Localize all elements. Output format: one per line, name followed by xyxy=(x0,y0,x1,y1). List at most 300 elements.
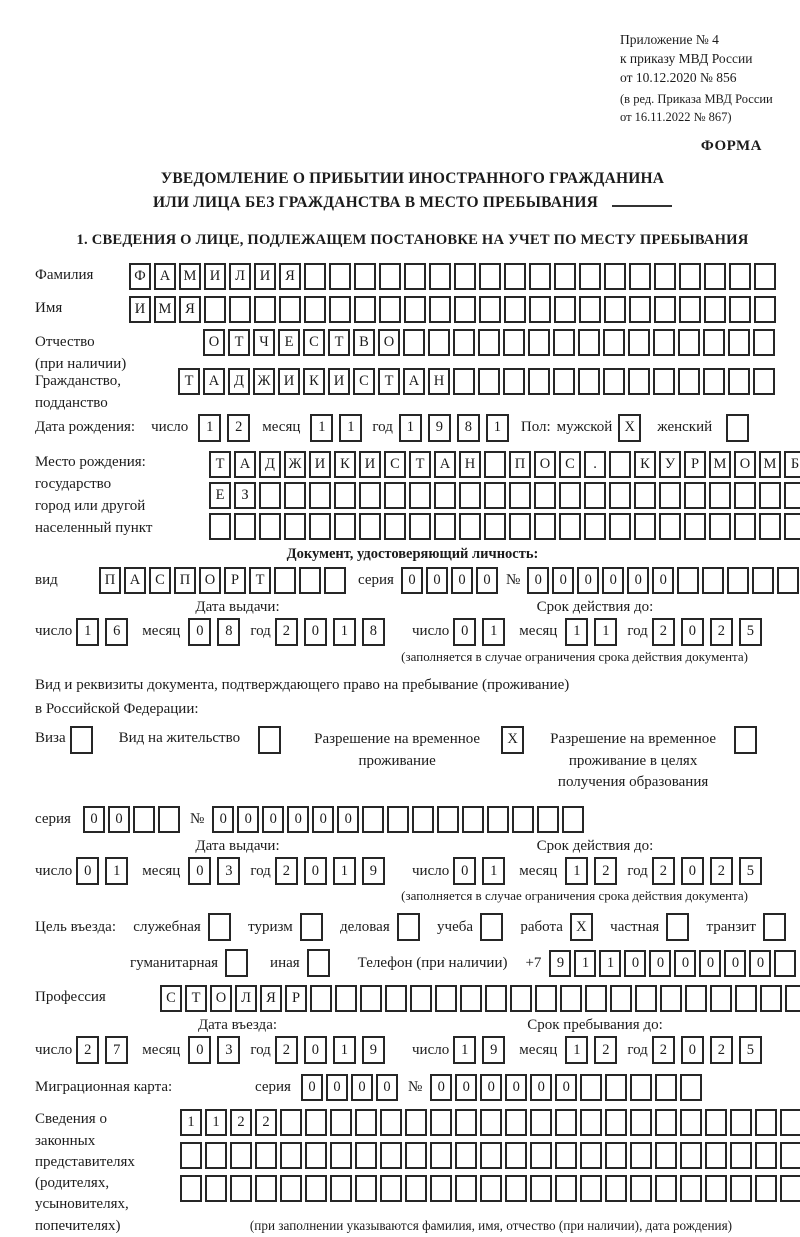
char-cell xyxy=(479,263,501,290)
char-cell xyxy=(484,451,506,478)
char-cell xyxy=(505,1109,527,1136)
char-cell xyxy=(509,482,531,509)
char-cell: 2 xyxy=(76,1036,99,1064)
entry-date-label: Дата въезда: xyxy=(197,1017,278,1034)
char-cell: С xyxy=(160,985,182,1012)
char-cell: 0 xyxy=(577,567,599,594)
permit-issue-group xyxy=(35,857,400,885)
char-cell: 9 xyxy=(549,950,571,977)
char-cell: 1 xyxy=(399,414,422,442)
char-cell: К xyxy=(334,451,356,478)
permit-dates-row xyxy=(35,857,790,885)
birthplace-label xyxy=(35,451,209,539)
purpose-other-label: иная xyxy=(270,954,300,971)
char-cell xyxy=(630,1142,652,1169)
title-underline xyxy=(612,191,672,207)
char-cell xyxy=(355,1175,377,1202)
char-cell: И xyxy=(254,263,276,290)
char-cell: О xyxy=(199,567,221,594)
char-cell: 5 xyxy=(739,1036,762,1064)
char-cell xyxy=(462,806,484,833)
char-cell: Ф xyxy=(129,263,151,290)
char-cell: 2 xyxy=(594,857,617,885)
char-cell: А xyxy=(124,567,146,594)
residence-doc-line1: Вид и реквизиты документа, подтверждающего право на пребывание (проживание) xyxy=(35,676,570,693)
char-cell: 1 xyxy=(565,1036,588,1064)
char-cell xyxy=(580,1142,602,1169)
char-cell xyxy=(434,482,456,509)
char-cell xyxy=(330,1142,352,1169)
char-cell: П xyxy=(509,451,531,478)
char-cell: 8 xyxy=(457,414,480,442)
mig-series-cells xyxy=(301,1074,398,1101)
char-cell xyxy=(460,985,482,1012)
char-cell xyxy=(684,482,706,509)
year-label: год xyxy=(627,862,648,879)
char-cell: 1 xyxy=(205,1109,227,1136)
char-cell xyxy=(579,296,601,323)
char-cell: М xyxy=(179,263,201,290)
char-cell xyxy=(230,1175,252,1202)
char-cell: 0 xyxy=(674,950,696,977)
entry-dates-head xyxy=(35,1017,790,1034)
char-cell xyxy=(359,482,381,509)
char-cell: Н xyxy=(428,368,450,395)
day-label: число xyxy=(412,1041,450,1058)
char-cell xyxy=(705,1175,727,1202)
stay-day-cells xyxy=(453,1036,505,1064)
doc-valid-year-cells xyxy=(652,618,762,646)
legal-rep-label-line1: Сведения о xyxy=(35,1111,107,1128)
char-cell xyxy=(479,296,501,323)
char-cell xyxy=(305,1142,327,1169)
char-cell: 0 xyxy=(76,857,99,885)
legal-rep-row xyxy=(35,1109,790,1237)
char-cell xyxy=(630,1175,652,1202)
char-cell xyxy=(403,329,425,356)
char-cell xyxy=(412,806,434,833)
birthplace-label-line4: населенный пункт xyxy=(35,520,153,537)
char-cell: Ч xyxy=(253,329,275,356)
char-cell xyxy=(629,263,651,290)
char-cell: 0 xyxy=(301,1074,323,1101)
annex-line-3: от 10.12.2020 № 856 xyxy=(620,70,737,86)
doc-number-label: № xyxy=(505,571,521,588)
char-cell xyxy=(578,329,600,356)
temp-permit-edu-label-line3: получения образования xyxy=(557,774,709,791)
char-cell: 0 xyxy=(401,567,423,594)
char-cell: 2 xyxy=(275,857,298,885)
char-cell xyxy=(609,451,631,478)
citizenship-cells xyxy=(178,368,775,395)
char-cell xyxy=(180,1175,202,1202)
day-label: число xyxy=(412,862,450,879)
title-line-1: УВЕДОМЛЕНИЕ О ПРИБЫТИИ ИНОСТРАННОГО ГРАЖДАНИНА xyxy=(160,170,665,188)
char-cell: Т xyxy=(185,985,207,1012)
char-cell xyxy=(429,296,451,323)
doc-valid-group xyxy=(412,618,762,646)
legal-rep-cellstack xyxy=(180,1109,800,1234)
char-cell: 0 xyxy=(188,1036,211,1064)
citizenship-label-line2: подданство xyxy=(35,394,108,411)
page-title xyxy=(35,167,790,214)
char-cell xyxy=(660,985,682,1012)
day-label: число xyxy=(35,862,73,879)
char-cell: 0 xyxy=(426,567,448,594)
char-cell: Д xyxy=(259,451,281,478)
stay-until-label: Срок пребывания до: xyxy=(527,1017,663,1034)
char-cell: 2 xyxy=(230,1109,252,1136)
char-cell xyxy=(735,985,757,1012)
char-cell xyxy=(584,482,606,509)
char-cell xyxy=(280,1175,302,1202)
char-cell: А xyxy=(154,263,176,290)
char-cell xyxy=(360,985,382,1012)
char-cell xyxy=(180,1142,202,1169)
char-cell xyxy=(205,1142,227,1169)
char-cell xyxy=(453,368,475,395)
char-cell: 0 xyxy=(326,1074,348,1101)
char-cell: 0 xyxy=(530,1074,552,1101)
char-cell: 0 xyxy=(453,857,476,885)
char-cell xyxy=(528,329,550,356)
doc-kind-row xyxy=(35,567,790,594)
permit-number-cells xyxy=(212,806,584,833)
char-cell xyxy=(709,513,731,540)
surname-label: Фамилия xyxy=(35,266,94,283)
temp-permit-edu-label xyxy=(540,726,726,794)
permit-valid-year-cells xyxy=(652,857,762,885)
mig-number-label: № xyxy=(407,1079,423,1096)
char-cell: К xyxy=(634,451,656,478)
char-cell: 0 xyxy=(552,567,574,594)
char-cell xyxy=(559,513,581,540)
char-cell xyxy=(528,368,550,395)
char-cell: 0 xyxy=(453,618,476,646)
char-cell: 1 xyxy=(105,857,128,885)
year-label: год xyxy=(250,623,271,640)
char-cell: П xyxy=(174,567,196,594)
doc-series-cells xyxy=(401,567,498,594)
purpose-study-label: учеба xyxy=(437,918,474,935)
temp-permit-edu-label-line1: Разрешение на временное xyxy=(550,730,717,747)
char-cell: 0 xyxy=(649,950,671,977)
permit-valid-group xyxy=(412,857,762,885)
char-cell xyxy=(709,482,731,509)
permit-valid-month-cells xyxy=(565,857,617,885)
char-cell xyxy=(505,1142,527,1169)
char-cell xyxy=(380,1142,402,1169)
char-cell xyxy=(759,482,781,509)
char-cell xyxy=(454,263,476,290)
char-cell xyxy=(404,263,426,290)
char-cell xyxy=(760,985,782,1012)
char-cell xyxy=(680,1142,702,1169)
char-cell xyxy=(280,1142,302,1169)
char-cell xyxy=(255,1142,277,1169)
purpose-tourism-label: туризм xyxy=(248,918,293,935)
temp-permit-label xyxy=(303,726,491,773)
char-cell: 1 xyxy=(565,857,588,885)
char-cell: 0 xyxy=(681,618,704,646)
char-cell xyxy=(628,329,650,356)
char-cell: 5 xyxy=(739,857,762,885)
purpose-tourism-checkbox xyxy=(300,913,323,941)
char-cell xyxy=(478,368,500,395)
title-line-2 xyxy=(35,191,790,214)
char-cell xyxy=(259,513,281,540)
char-cell xyxy=(654,263,676,290)
char-cell: К xyxy=(303,368,325,395)
char-cell xyxy=(534,513,556,540)
char-cell xyxy=(453,329,475,356)
char-cell xyxy=(630,1109,652,1136)
char-cell: А xyxy=(434,451,456,478)
char-cell xyxy=(753,329,775,356)
char-cell xyxy=(430,1142,452,1169)
char-cell xyxy=(279,296,301,323)
char-cell xyxy=(510,985,532,1012)
permit-dates-head xyxy=(35,838,790,855)
residence-type-row xyxy=(35,726,790,794)
char-cell xyxy=(305,1175,327,1202)
char-cell xyxy=(485,985,507,1012)
char-cell xyxy=(503,329,525,356)
permit-valid-until-label: Срок действия до: xyxy=(536,838,654,855)
permit-valid-day-cells xyxy=(453,857,505,885)
char-cell: 0 xyxy=(555,1074,577,1101)
char-cell: И xyxy=(309,451,331,478)
char-cell xyxy=(729,296,751,323)
char-cell xyxy=(478,329,500,356)
char-cell: И xyxy=(328,368,350,395)
char-cell xyxy=(603,368,625,395)
char-cell: С xyxy=(559,451,581,478)
birth-year-cells xyxy=(399,414,509,442)
char-cell xyxy=(785,985,800,1012)
char-cell xyxy=(484,513,506,540)
month-label: месяц xyxy=(519,862,558,879)
char-cell xyxy=(605,1109,627,1136)
char-cell xyxy=(484,482,506,509)
citizenship-label xyxy=(35,368,178,411)
char-cell xyxy=(305,1109,327,1136)
char-cell xyxy=(529,296,551,323)
char-cell: Б xyxy=(784,451,800,478)
char-cell xyxy=(384,482,406,509)
birthdate-row xyxy=(35,414,790,442)
char-cell xyxy=(730,1175,752,1202)
char-cell xyxy=(304,296,326,323)
purpose-private-label: частная xyxy=(610,918,660,935)
purpose-study-checkbox xyxy=(480,913,503,941)
char-cell xyxy=(330,1175,352,1202)
char-cell: Р xyxy=(224,567,246,594)
legal-rep-label-line6: попечителях) xyxy=(35,1217,121,1234)
char-cell: Р xyxy=(285,985,307,1012)
month-label: месяц xyxy=(142,623,181,640)
permit-restriction-note: (заполняется в случае ограничения срока действия документа) xyxy=(401,888,748,904)
char-cell xyxy=(752,567,774,594)
char-cell xyxy=(759,513,781,540)
char-cell: 0 xyxy=(476,567,498,594)
char-cell xyxy=(584,513,606,540)
entry-date-group xyxy=(35,1036,400,1064)
char-cell: 0 xyxy=(430,1074,452,1101)
char-cell xyxy=(504,263,526,290)
char-cell: О xyxy=(210,985,232,1012)
char-cell: 2 xyxy=(652,857,675,885)
entry-purpose-label: Цель въезда: xyxy=(35,918,116,935)
char-cell xyxy=(729,263,751,290)
char-cell: 1 xyxy=(333,618,356,646)
char-cell xyxy=(379,263,401,290)
doc-dates-head xyxy=(35,599,790,616)
char-cell: 0 xyxy=(749,950,771,977)
char-cell xyxy=(585,985,607,1012)
char-cell xyxy=(605,1074,627,1101)
char-cell: 3 xyxy=(217,857,240,885)
profession-row xyxy=(35,985,790,1012)
birthdate-label: Дата рождения: xyxy=(35,419,136,436)
char-cell xyxy=(334,513,356,540)
patronymic-row xyxy=(35,329,790,372)
char-cell: 1 xyxy=(310,414,333,442)
char-cell xyxy=(554,263,576,290)
permit-series-row xyxy=(35,806,790,833)
char-cell xyxy=(704,296,726,323)
char-cell: Д xyxy=(228,368,250,395)
char-cell: 1 xyxy=(333,1036,356,1064)
purpose-humanitarian-checkbox xyxy=(225,949,248,977)
birthplace-row xyxy=(35,451,800,540)
temp-permit-label-line1: Разрешение на временное xyxy=(314,730,481,747)
doc-issue-group xyxy=(35,618,400,646)
sex-label: Пол: xyxy=(520,419,551,436)
char-cell: 0 xyxy=(505,1074,527,1101)
char-cell: П xyxy=(99,567,121,594)
char-cell: 1 xyxy=(482,618,505,646)
year-label: год xyxy=(627,1041,648,1058)
char-cell: 0 xyxy=(480,1074,502,1101)
char-cell xyxy=(603,329,625,356)
char-cell: С xyxy=(353,368,375,395)
identity-doc-heading: Документ, удостоверяющий личность: xyxy=(286,545,539,562)
char-cell xyxy=(654,296,676,323)
purpose-transit xyxy=(706,913,785,941)
char-cell xyxy=(354,296,376,323)
char-cell xyxy=(355,1109,377,1136)
char-cell xyxy=(334,482,356,509)
char-cell: Т xyxy=(409,451,431,478)
char-cell xyxy=(680,1175,702,1202)
birthplace-cells-row2 xyxy=(209,482,800,509)
surname-row xyxy=(35,263,790,290)
char-cell xyxy=(702,567,724,594)
char-cell: 0 xyxy=(602,567,624,594)
char-cell: 0 xyxy=(376,1074,398,1101)
day-label: число xyxy=(412,623,450,640)
char-cell: 0 xyxy=(451,567,473,594)
char-cell xyxy=(628,368,650,395)
doc-dates-row xyxy=(35,618,790,646)
char-cell xyxy=(405,1142,427,1169)
char-cell xyxy=(480,1175,502,1202)
char-cell: Н xyxy=(459,451,481,478)
char-cell: 1 xyxy=(594,618,617,646)
char-cell: Ж xyxy=(284,451,306,478)
char-cell xyxy=(730,1109,752,1136)
patronymic-cells xyxy=(203,329,775,356)
char-cell xyxy=(610,985,632,1012)
char-cell: Я xyxy=(179,296,201,323)
char-cell xyxy=(284,482,306,509)
char-cell xyxy=(158,806,180,833)
char-cell: Т xyxy=(209,451,231,478)
char-cell xyxy=(480,1109,502,1136)
profession-label: Профессия xyxy=(35,989,106,1006)
char-cell xyxy=(284,513,306,540)
legal-rep-label-line2: законных xyxy=(35,1132,96,1149)
char-cell xyxy=(380,1109,402,1136)
char-cell: Я xyxy=(260,985,282,1012)
purpose-official xyxy=(133,913,231,941)
month-label: месяц xyxy=(262,419,301,436)
char-cell xyxy=(680,1109,702,1136)
residence-doc-line2: в Российской Федерации: xyxy=(35,700,199,717)
char-cell: 0 xyxy=(681,857,704,885)
residence-permit-checkbox xyxy=(258,726,281,754)
female-label: женский xyxy=(657,419,713,436)
stay-month-cells xyxy=(565,1036,617,1064)
char-cell: 0 xyxy=(212,806,234,833)
char-cell xyxy=(459,482,481,509)
doc-issue-month-cells xyxy=(188,618,240,646)
char-cell: Е xyxy=(278,329,300,356)
annex-block xyxy=(620,30,790,126)
char-cell xyxy=(230,1142,252,1169)
char-cell xyxy=(780,1142,800,1169)
char-cell xyxy=(330,1109,352,1136)
purpose-work-checkbox: X xyxy=(570,913,593,941)
char-cell xyxy=(753,368,775,395)
char-cell xyxy=(354,263,376,290)
char-cell xyxy=(630,1074,652,1101)
char-cell xyxy=(324,567,346,594)
phone-label: Телефон (при наличии) xyxy=(357,954,508,971)
char-cell xyxy=(754,296,776,323)
permit-issue-month-cells xyxy=(188,857,240,885)
char-cell: 1 xyxy=(198,414,221,442)
doc-valid-month-cells xyxy=(565,618,617,646)
birthplace-label-line1: Место рождения: xyxy=(35,453,146,470)
patronymic-label xyxy=(35,329,203,372)
char-cell: И xyxy=(278,368,300,395)
legal-rep-label-line3: представителях xyxy=(35,1153,135,1170)
legal-rep-label-line5: усыновителях, xyxy=(35,1196,129,1213)
char-cell xyxy=(429,263,451,290)
legal-rep-cells-row2 xyxy=(180,1142,800,1169)
char-cell: 2 xyxy=(255,1109,277,1136)
month-label: месяц xyxy=(142,1041,181,1058)
char-cell: Т xyxy=(249,567,271,594)
char-cell: 7 xyxy=(105,1036,128,1064)
char-cell: 1 xyxy=(76,618,99,646)
purpose-private-checkbox xyxy=(666,913,689,941)
doc-number-cells xyxy=(527,567,799,594)
year-label: год xyxy=(250,862,271,879)
char-cell xyxy=(685,985,707,1012)
